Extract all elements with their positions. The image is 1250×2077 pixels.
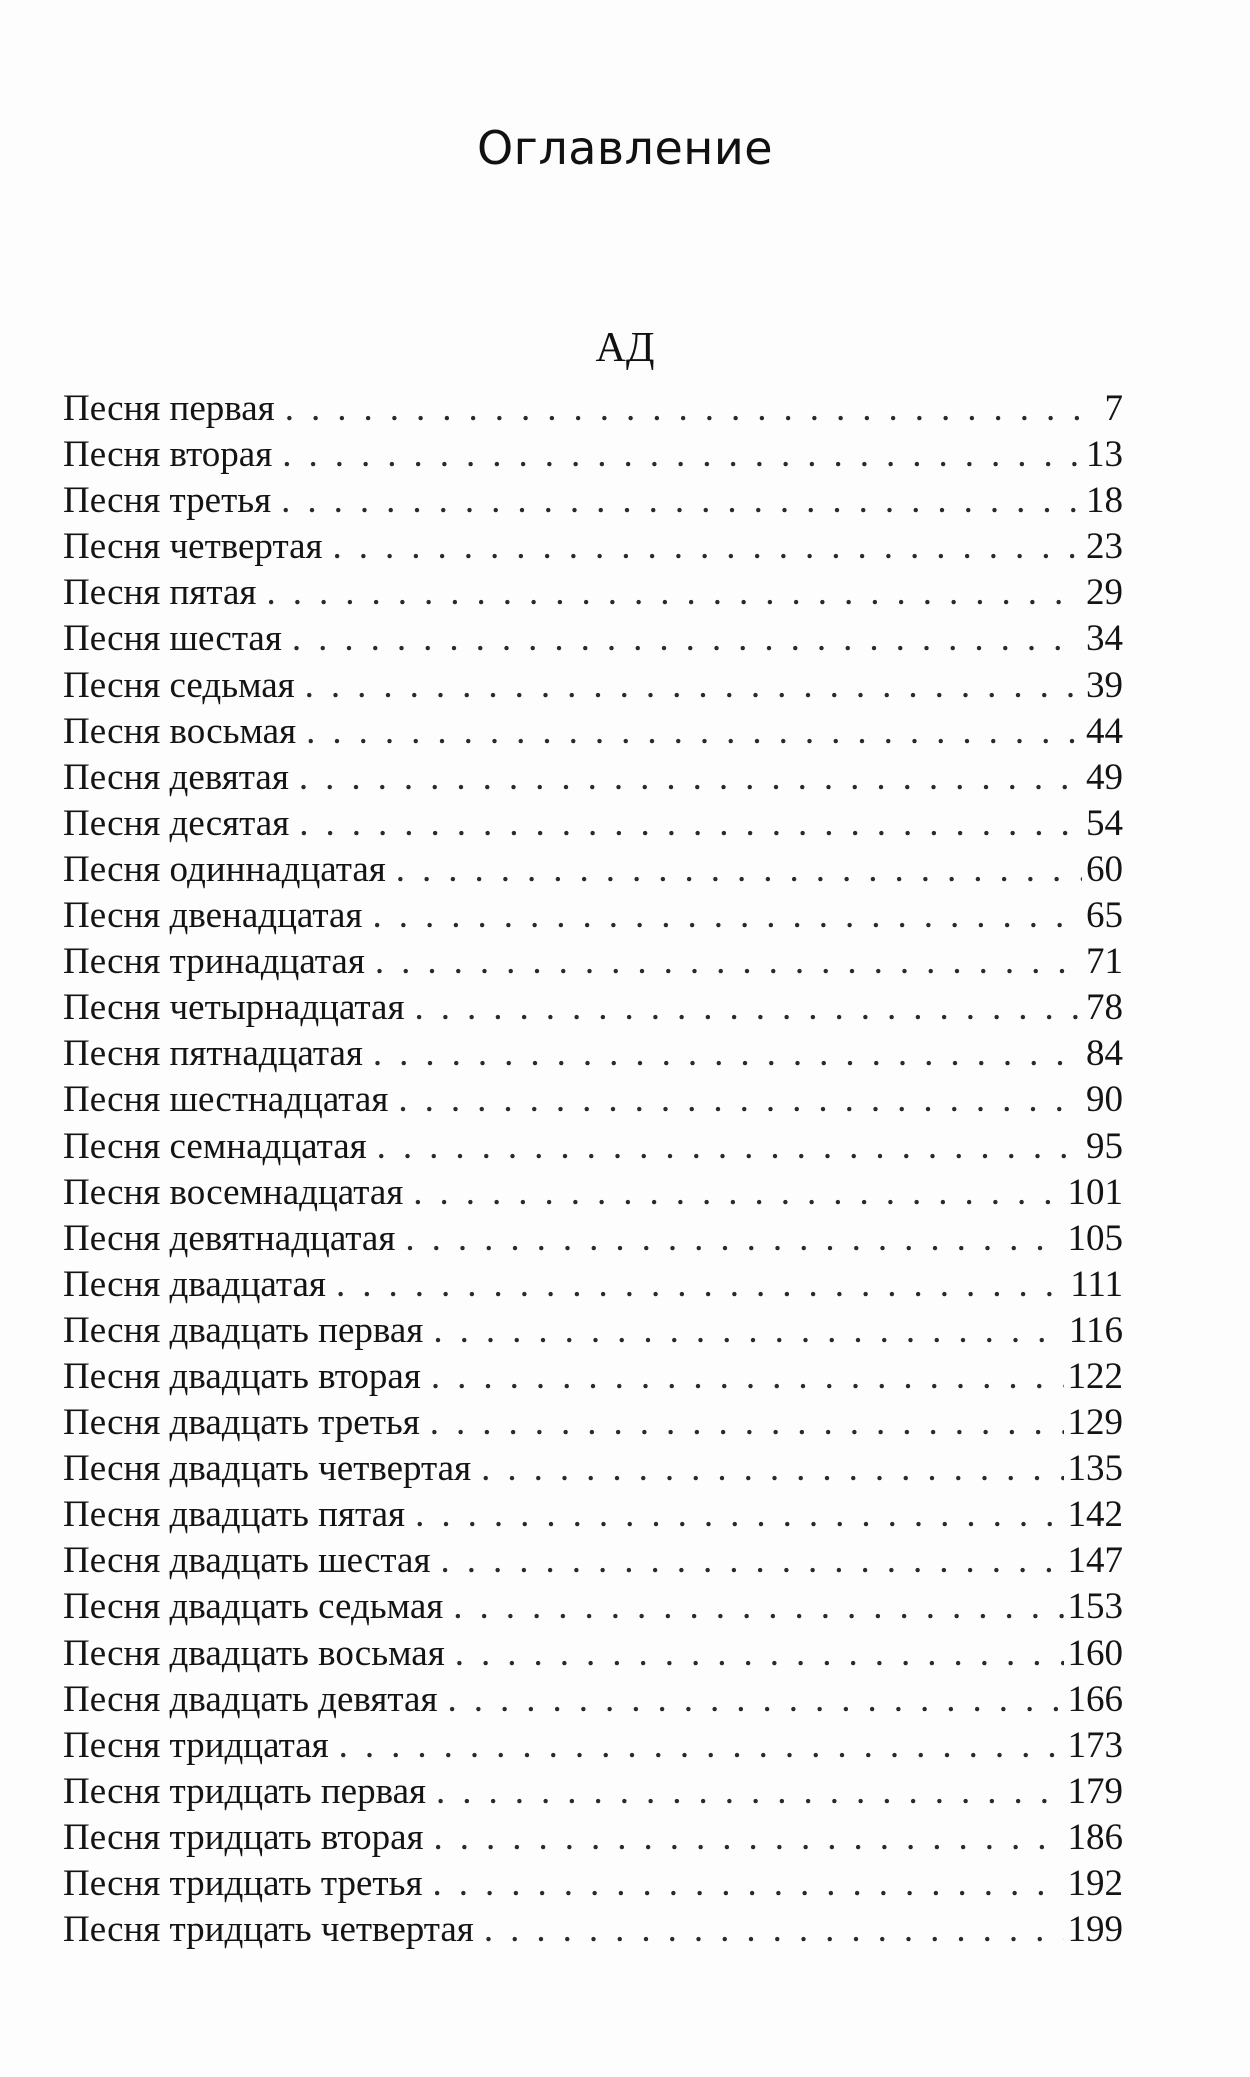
toc-entry-page-number: 84 <box>1086 1033 1123 1075</box>
toc-entry[interactable] <box>63 1815 1123 1861</box>
toc-entry-label: Песня одиннадцатая <box>63 848 386 890</box>
dot-leader <box>333 524 1082 570</box>
toc-entry[interactable] <box>63 1677 1123 1723</box>
toc-entry[interactable] <box>63 432 1123 478</box>
toc-entry-page-number: 7 <box>1104 388 1123 429</box>
toc-entry[interactable] <box>63 1170 1123 1216</box>
toc-entry[interactable] <box>63 893 1123 939</box>
toc-entry[interactable] <box>63 1262 1123 1308</box>
toc-entry[interactable] <box>63 1031 1123 1077</box>
dot-leader <box>398 1077 1082 1123</box>
toc-entry-label: Песня десятая <box>63 802 290 844</box>
dot-leader <box>453 1584 1063 1630</box>
toc-entry-page-number: 13 <box>1086 434 1123 476</box>
toc-entry-label: Песня двадцать седьмая <box>63 1586 444 1628</box>
table-of-contents <box>63 386 1123 1953</box>
toc-entry[interactable] <box>63 1769 1123 1815</box>
toc-entry[interactable] <box>63 709 1123 755</box>
dot-leader <box>281 478 1082 524</box>
dot-leader <box>285 386 1101 432</box>
dot-leader <box>415 985 1083 1031</box>
toc-entry-label: Песня третья <box>63 480 272 522</box>
toc-entry-page-number: 60 <box>1086 848 1123 890</box>
toc-entry-page-number: 160 <box>1067 1632 1123 1674</box>
dot-leader <box>432 1861 1063 1907</box>
toc-entry-page-number: 122 <box>1067 1355 1123 1397</box>
toc-entry[interactable] <box>63 616 1123 662</box>
toc-entry[interactable] <box>63 1538 1123 1584</box>
toc-entry[interactable] <box>63 1400 1123 1446</box>
toc-entry-label: Песня двадцать шестая <box>63 1540 431 1582</box>
toc-entry[interactable] <box>63 847 1123 893</box>
dot-leader <box>455 1631 1064 1677</box>
toc-entry-page-number: 44 <box>1086 710 1123 752</box>
toc-entry-label: Песня четырнадцатая <box>63 987 405 1029</box>
toc-entry-label: Песня первая <box>63 388 275 429</box>
toc-entry-page-number: 199 <box>1067 1909 1123 1951</box>
toc-entry-page-number: 179 <box>1067 1770 1123 1812</box>
toc-entry-label: Песня двадцать пятая <box>63 1494 406 1536</box>
toc-entry-page-number: 186 <box>1067 1816 1123 1858</box>
dot-leader <box>441 1538 1064 1584</box>
toc-entry[interactable] <box>63 755 1123 801</box>
toc-entry-label: Песня шестая <box>63 618 282 660</box>
toc-entry-label: Песня пятнадцатая <box>63 1033 363 1075</box>
toc-entry-label: Песня девятая <box>63 756 289 798</box>
dot-leader <box>430 1400 1064 1446</box>
toc-entry[interactable] <box>63 1124 1123 1170</box>
toc-entry-page-number: 71 <box>1086 941 1123 983</box>
toc-entry[interactable] <box>63 1354 1123 1400</box>
toc-entry-label: Песня восьмая <box>63 710 297 752</box>
toc-entry-label: Песня шестнадцатая <box>63 1079 389 1121</box>
toc-entry[interactable] <box>63 939 1123 985</box>
toc-entry[interactable] <box>63 1584 1123 1630</box>
toc-entry[interactable] <box>63 524 1123 570</box>
dot-leader <box>339 1723 1064 1769</box>
toc-entry-label: Песня двадцатая <box>63 1263 326 1305</box>
toc-entry[interactable] <box>63 1907 1123 1953</box>
dot-leader <box>375 939 1082 985</box>
toc-entry-label: Песня тринадцатая <box>63 941 365 983</box>
toc-entry[interactable] <box>63 386 1123 432</box>
toc-entry[interactable] <box>63 1723 1123 1769</box>
toc-entry-label: Песня тридцать четвертая <box>63 1909 474 1951</box>
toc-entry-label: Песня семнадцатая <box>63 1125 367 1167</box>
toc-entry-page-number: 147 <box>1067 1540 1123 1582</box>
toc-entry-label: Песня четвертая <box>63 526 323 568</box>
dot-leader <box>484 1907 1064 1953</box>
toc-entry-label: Песня двадцать вторая <box>63 1355 421 1397</box>
dot-leader <box>377 1124 1082 1170</box>
toc-entry-page-number: 105 <box>1067 1217 1123 1259</box>
toc-entry[interactable] <box>63 1861 1123 1907</box>
toc-entry-page-number: 129 <box>1067 1402 1123 1444</box>
toc-entry[interactable] <box>63 478 1123 524</box>
toc-entry-label: Песня тридцатая <box>63 1724 329 1766</box>
toc-entry-label: Песня двадцать восьмая <box>63 1632 445 1674</box>
toc-entry[interactable] <box>63 663 1123 709</box>
dot-leader <box>305 663 1082 709</box>
dot-leader <box>373 1031 1082 1077</box>
dot-leader <box>436 1769 1063 1815</box>
toc-entry-page-number: 39 <box>1086 664 1123 706</box>
dot-leader <box>431 1354 1064 1400</box>
toc-entry-page-number: 166 <box>1067 1678 1123 1720</box>
toc-entry-page-number: 173 <box>1067 1724 1123 1766</box>
toc-entry-page-number: 142 <box>1067 1494 1123 1536</box>
toc-entry-page-number: 78 <box>1086 987 1123 1029</box>
toc-entry-label: Песня вторая <box>63 434 273 476</box>
toc-entry-label: Песня тридцать первая <box>63 1770 427 1812</box>
toc-entry[interactable] <box>63 985 1123 1031</box>
dot-leader <box>447 1677 1063 1723</box>
toc-entry-page-number: 90 <box>1086 1079 1123 1121</box>
toc-entry-page-number: 29 <box>1086 572 1123 614</box>
dot-leader <box>415 1492 1063 1538</box>
toc-entry-page-number: 95 <box>1086 1125 1123 1167</box>
dot-leader <box>481 1446 1063 1492</box>
toc-entry-page-number: 192 <box>1067 1863 1123 1904</box>
dot-leader <box>282 432 1082 478</box>
toc-entry-label: Песня тридцать третья <box>63 1863 423 1904</box>
toc-entry-page-number: 54 <box>1086 802 1123 844</box>
toc-entry-page-number: 23 <box>1086 526 1123 568</box>
toc-entry-page-number: 116 <box>1068 1309 1123 1351</box>
dot-leader <box>336 1262 1066 1308</box>
dot-leader <box>299 755 1082 801</box>
dot-leader <box>396 847 1082 893</box>
toc-entry[interactable] <box>63 1492 1123 1538</box>
toc-entry-page-number: 18 <box>1086 480 1123 522</box>
toc-entry[interactable] <box>63 801 1123 847</box>
toc-entry-label: Песня седьмая <box>63 664 295 706</box>
toc-entry-page-number: 153 <box>1067 1586 1123 1628</box>
dot-leader <box>306 709 1082 755</box>
toc-entry-page-number: 34 <box>1086 618 1123 660</box>
toc-entry-label: Песня двадцать девятая <box>63 1678 438 1720</box>
dot-leader <box>413 1170 1063 1216</box>
toc-entry-label: Песня пятая <box>63 572 257 614</box>
dot-leader <box>433 1308 1065 1354</box>
toc-entry[interactable] <box>63 1631 1123 1677</box>
toc-entry[interactable] <box>63 1446 1123 1492</box>
toc-entry-page-number: 135 <box>1067 1448 1123 1490</box>
toc-entry-label: Песня двадцать первая <box>63 1309 424 1351</box>
toc-entry-page-number: 65 <box>1086 895 1123 937</box>
toc-entry-page-number: 101 <box>1067 1171 1123 1213</box>
toc-entry-label: Песня двадцать четвертая <box>63 1448 472 1490</box>
toc-entry[interactable] <box>63 1308 1123 1354</box>
dot-leader <box>372 893 1082 939</box>
dot-leader <box>292 616 1082 662</box>
toc-entry[interactable] <box>63 1216 1123 1262</box>
toc-entry-page-number: 111 <box>1070 1263 1123 1305</box>
toc-entry[interactable] <box>63 1077 1123 1123</box>
toc-entry-label: Песня тридцать вторая <box>63 1816 424 1858</box>
dot-leader <box>266 570 1082 616</box>
toc-entry-label: Песня двадцать третья <box>63 1402 420 1444</box>
page-title: Оглавление <box>476 121 774 175</box>
toc-entry-label: Песня двенадцатая <box>63 895 363 937</box>
toc-entry-page-number: 49 <box>1086 756 1123 798</box>
toc-entry[interactable] <box>63 570 1123 616</box>
section-title: АД <box>595 325 655 371</box>
toc-entry-label: Песня восемнадцатая <box>63 1171 404 1213</box>
dot-leader <box>434 1815 1064 1861</box>
toc-entry-label: Песня девятнадцатая <box>63 1217 396 1259</box>
dot-leader <box>405 1216 1063 1262</box>
dot-leader <box>299 801 1082 847</box>
